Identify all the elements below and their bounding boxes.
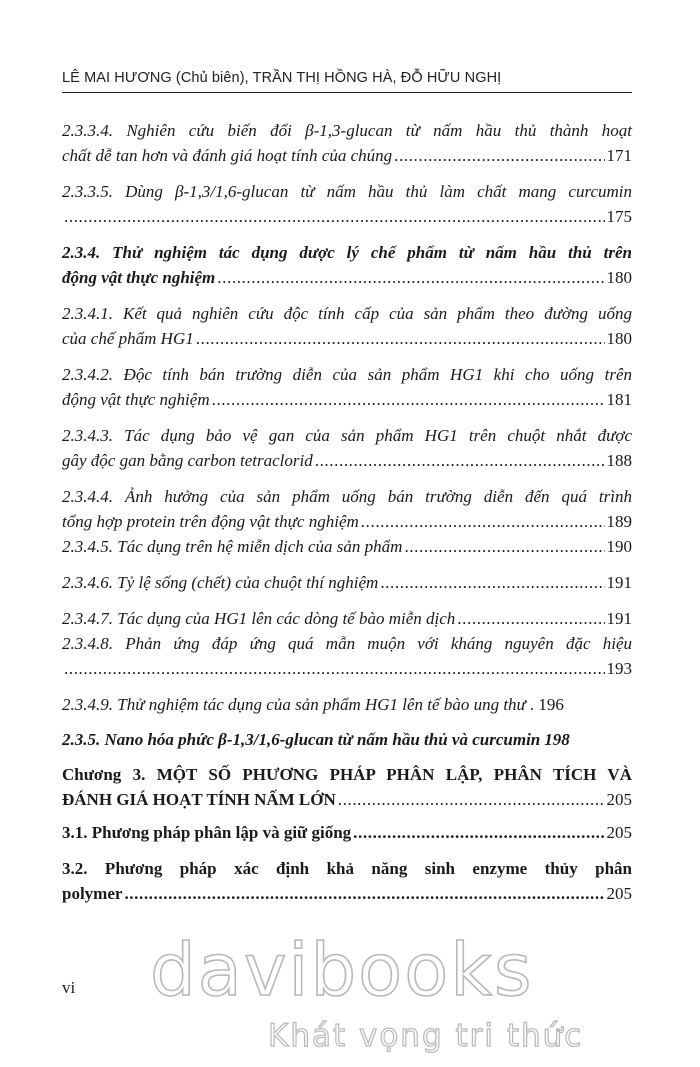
toc-entry-2-3-4-6[interactable] <box>62 570 632 595</box>
toc-entry-title-line1: 2.3.4.4. Ảnh hưởng của sản phẩm uống bán trường diễn đến quá trình <box>62 487 632 506</box>
toc-page-number: 205 <box>606 884 632 903</box>
toc-entry-2-3-5[interactable] <box>62 727 632 752</box>
toc-entry-chapter-3[interactable] <box>62 762 632 812</box>
toc-entry-title-line2: polymer <box>62 884 123 903</box>
toc-entry-title: 2.3.4.6. Tỷ lệ sống (chết) của chuột thí nghiệm <box>62 573 379 592</box>
toc-page-number: 181 <box>606 390 632 409</box>
page-number: vi <box>62 978 76 997</box>
toc-entry-2-3-4-2[interactable] <box>62 362 632 412</box>
toc-page-number: 171 <box>606 146 632 165</box>
toc-entry-3-2[interactable] <box>62 856 632 906</box>
toc-entry-title: 2.3.4.5. Tác dụng trên hệ miễn dịch của sản phẩm <box>62 537 403 556</box>
toc-page-number: 196 <box>538 695 564 714</box>
toc-entry-title-line1: 2.3.4. Thử nghiệm tác dụng dược lý chế phẩm từ nấm hầu thủ trên <box>62 243 632 262</box>
toc-page-number: 188 <box>606 451 632 470</box>
toc-page-number: 193 <box>606 659 632 678</box>
toc-entry-title-line2: ĐÁNH GIÁ HOẠT TÍNH NẤM LỚN <box>62 790 336 809</box>
toc-page-number: 205 <box>606 790 632 809</box>
toc-entry-2-3-3-4[interactable] <box>62 118 632 168</box>
header-rule <box>62 92 632 93</box>
toc-entry-title-line2: chất dễ tan hơn và đánh giá hoạt tính của chúng <box>62 146 393 165</box>
toc-page-number: 198 <box>544 730 570 749</box>
toc-entry-title: 2.3.4.9. Thử nghiệm tác dụng của sản phẩm HG1 lên tế bào ung thư . <box>62 695 535 714</box>
toc-page-number: 189 <box>606 512 632 531</box>
toc-entry-title: 2.3.5. Nano hóa phức β-1,3/1,6-glucan từ nấm hầu thủ và curcumin <box>62 730 541 749</box>
toc-page-number: 205 <box>606 823 632 842</box>
toc-entry-title-line1: 2.3.3.4. Nghiên cứu biến đổi β-1,3-glucan từ nấm hầu thủ thành hoạt <box>62 121 632 140</box>
toc-entry-3-1[interactable] <box>62 820 632 845</box>
running-header: LÊ MAI HƯƠNG (Chủ biên), TRẦN THỊ HỒNG HÀ, ĐỖ HỮU NGHỊ <box>62 70 502 86</box>
watermark-slogan: Khát vọng tri thức <box>268 1018 584 1054</box>
toc-entry-2-3-4-4[interactable] <box>62 484 632 534</box>
toc-entry-title-line1: 2.3.4.8. Phản ứng đáp ứng quá mẫn muộn với kháng nguyên đặc hiệu <box>62 634 632 653</box>
toc-entry-title-line1: 2.3.3.5. Dùng β-1,3/1,6-glucan từ nấm hầu thủ làm chất mang curcumin <box>62 182 632 201</box>
toc-entry-2-3-4-1[interactable] <box>62 301 632 351</box>
toc-page-number: 180 <box>606 329 632 348</box>
toc-entry-2-3-4-3[interactable] <box>62 423 632 473</box>
toc-page-number: 180 <box>606 268 632 287</box>
toc-entry-title-line1: 2.3.4.3. Tác dụng bảo vệ gan của sản phẩm HG1 trên chuột nhắt được <box>62 426 632 445</box>
toc-entry-title-line2: gây độc gan bằng carbon tetraclorid <box>62 451 313 470</box>
toc-entry-title-line1: 3.2. Phương pháp xác định khả năng sinh enzyme thủy phân <box>62 859 632 878</box>
toc-page-number: 191 <box>606 609 632 628</box>
toc-entry-2-3-4-5[interactable] <box>62 534 632 559</box>
toc-entry-title-line2: động vật thực nghiệm <box>62 268 216 287</box>
toc-entry-2-3-4-8[interactable] <box>62 631 632 681</box>
toc-entry-title-line1: 2.3.4.1. Kết quả nghiên cứu độc tính cấp của sản phẩm theo đường uống <box>62 304 632 323</box>
toc-entry-2-3-4[interactable] <box>62 240 632 290</box>
toc-entry-title-line2: động vật thực nghiệm <box>62 390 210 409</box>
toc-page-number: 191 <box>606 573 632 592</box>
toc-entry-title-line2: tổng hợp protein trên động vật thực nghiệm <box>62 512 359 531</box>
toc-entry-2-3-3-5[interactable] <box>62 179 632 229</box>
toc-entry-title-line1: Chương 3. MỘT SỐ PHƯƠNG PHÁP PHÂN LẬP, PHÂN TÍCH VÀ <box>62 765 632 784</box>
toc-entry-2-3-4-9[interactable] <box>62 692 632 717</box>
watermark-brand: davibooks <box>150 928 534 1012</box>
toc-entry-title-line2: của chế phẩm HG1 <box>62 329 194 348</box>
toc-entry-title: 2.3.4.7. Tác dụng của HG1 lên các dòng tế bào miễn dịch <box>62 609 456 628</box>
toc-page-number: 190 <box>606 537 632 556</box>
toc-entry-title: 3.1. Phương pháp phân lập và giữ giống <box>62 823 352 842</box>
toc-entry-2-3-4-7[interactable] <box>62 606 632 631</box>
toc-page-number: 175 <box>606 207 632 226</box>
toc-entry-title-line1: 2.3.4.2. Độc tính bán trường diễn của sản phẩm HG1 khi cho uống trên <box>62 365 632 384</box>
